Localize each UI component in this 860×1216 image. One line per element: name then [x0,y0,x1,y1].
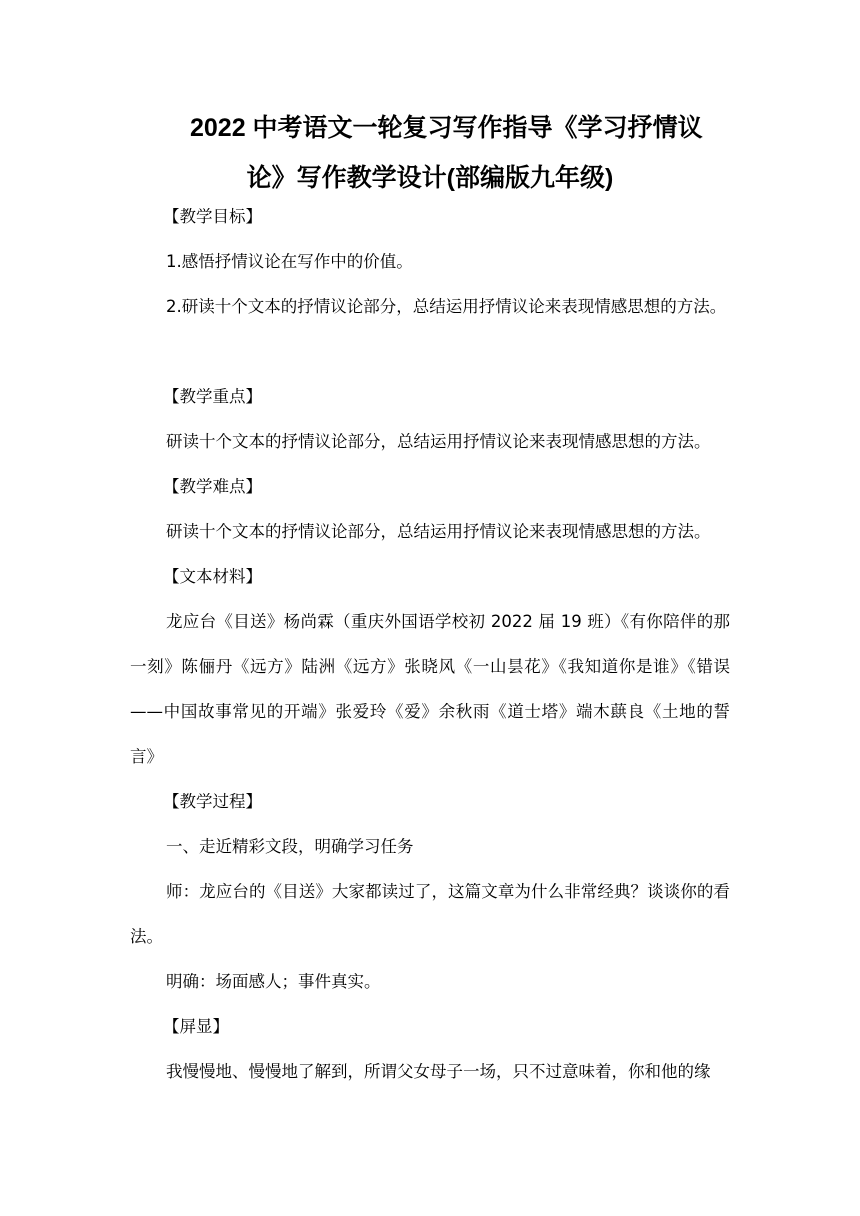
section-heading-objectives: 【教学目标】 [163,207,262,226]
paragraph-teacher-question: 师：龙应台的《目送》大家都读过了，这篇文章为什么非常经典？谈谈你的看法。 [130,882,730,946]
title-line-1: 2022 中考语文一轮复习写作指导《学习抒情议 [190,114,703,142]
section-heading-key-points: 【教学重点】 [163,387,262,406]
section-heading-process: 【教学过程】 [163,792,262,811]
document-title [130,103,730,203]
paragraph-difficulties: 研读十个文本的抒情议论部分，总结运用抒情议论来表现情感思想的方法。 [166,522,711,541]
section-heading-difficulties: 【教学难点】 [163,477,262,496]
section-heading-materials: 【文本材料】 [163,567,262,586]
paragraph-objective-2: 2.研读十个文本的抒情议论部分，总结运用抒情议论来表现情感思想的方法。 [166,297,727,316]
paragraph-objective-1: 1.感悟抒情议论在写作中的价值。 [166,252,413,271]
paragraph-key-points: 研读十个文本的抒情议论部分，总结运用抒情议论来表现情感思想的方法。 [166,432,711,451]
paragraph-step-1: 一、走近精彩文段，明确学习任务 [166,837,414,856]
paragraph-materials: 龙应台《目送》杨尚霖（重庆外国语学校初 2022 届 19 班）《有你陪伴的那一刻》陈俪丹《远方》陆洲《远方》张晓风《一山昙花》《我知道你是谁》《错误——中国故事常见的开端》张爱玲《爱》余秋雨《道士塔》端木蕻良《土地的誓言》 [130,612,730,766]
title-line-2: 论》写作教学设计(部编版九年级) [246,164,614,192]
paragraph-clarification: 明确：场面感人；事件真实。 [166,972,381,991]
paragraph-quote: 我慢慢地、慢慢地了解到，所谓父女母子一场，只不过意味着，你和他的缘 [166,1062,711,1081]
section-heading-screen-display: 【屏显】 [163,1017,229,1036]
